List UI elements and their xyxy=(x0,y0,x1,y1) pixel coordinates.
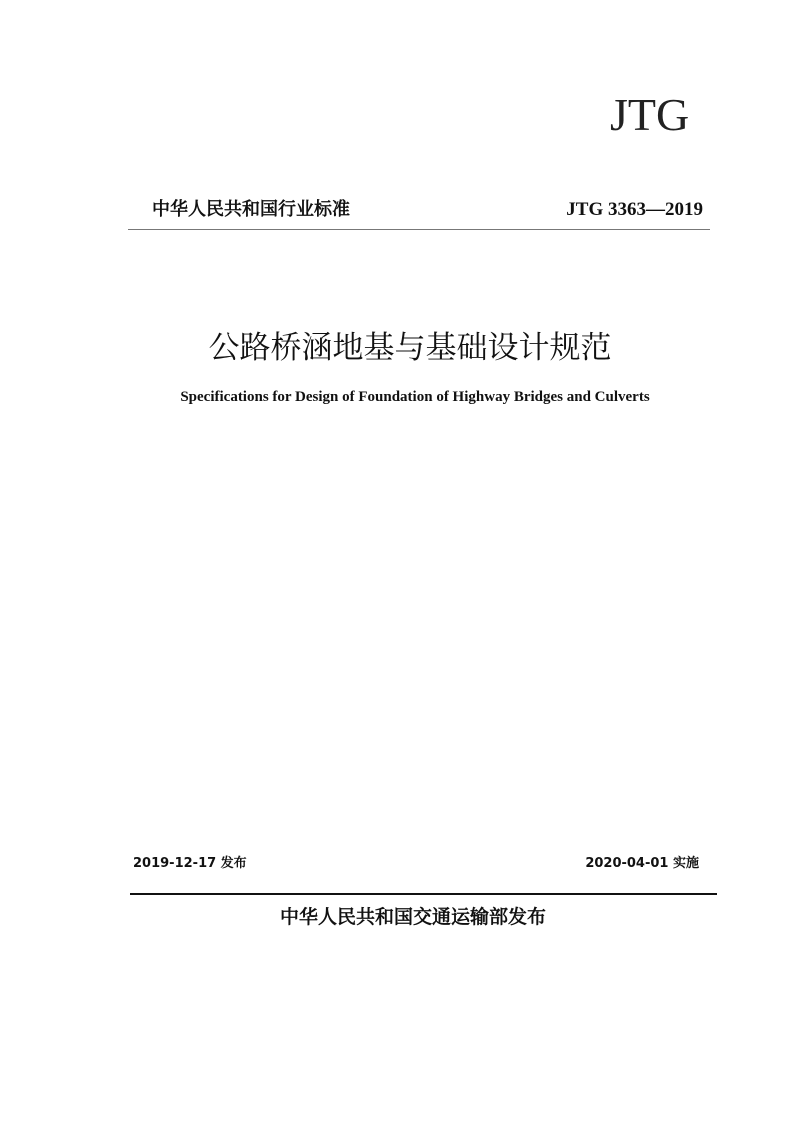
implementation-date: 2020-04-01 实施 xyxy=(585,856,699,871)
document-title: 公路桥涵地基与基础设计规范 xyxy=(208,330,612,366)
document-subtitle-english: Specifications for Design of Foundation of Highway Bridges and Culverts xyxy=(180,389,650,405)
header-divider xyxy=(128,229,710,230)
series-mark: JTG xyxy=(610,89,690,140)
footer-divider xyxy=(130,893,717,895)
standard-category: 中华人民共和国行业标准 xyxy=(152,199,350,220)
issue-date: 2019-12-17 发布 xyxy=(133,856,247,871)
standard-code: JTG 3363—2019 xyxy=(566,199,703,220)
publisher: 中华人民共和国交通运输部发布 xyxy=(279,906,546,928)
